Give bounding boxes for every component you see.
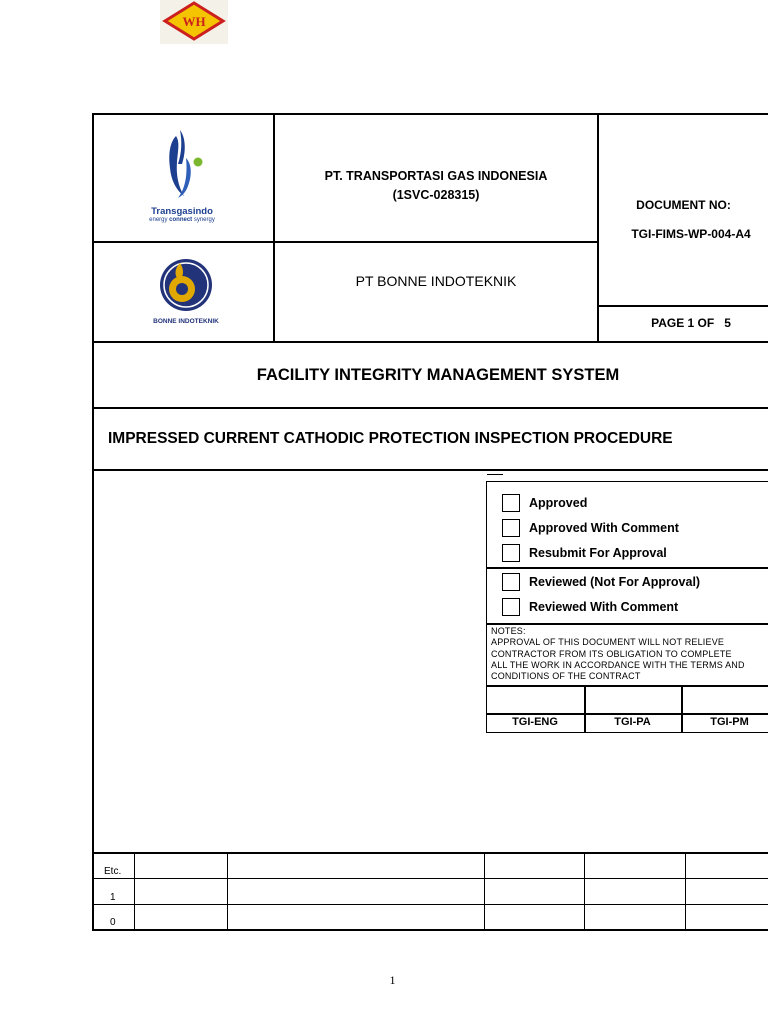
bonne-logo (150, 257, 222, 327)
option-approved-with-comment[interactable] (502, 518, 679, 538)
frame-left (92, 113, 94, 931)
signatory-tgi-pm: TGI-PM (710, 716, 749, 728)
resubmit-checkbox[interactable] (502, 544, 520, 562)
resubmit-label: Resubmit For Approval (529, 546, 667, 560)
approved-checkbox[interactable] (502, 494, 520, 512)
notes-line: APPROVAL OF THIS DOCUMENT WILL NOT RELIEVE (491, 637, 725, 648)
document-no: TGI-FIMS-WP-004-A4 (631, 227, 751, 241)
signatory-tgi-eng: TGI-ENG (512, 716, 558, 728)
frame-top (92, 113, 768, 115)
approved-with-comment-checkbox[interactable] (502, 519, 520, 537)
reviewed-not-for-approval-checkbox[interactable] (502, 573, 520, 591)
document-title: IMPRESSED CURRENT CATHODIC PROTECTION INSPECTION PROCEDURE (108, 430, 673, 447)
header-bottom (92, 341, 768, 343)
approval-divider-2 (486, 623, 768, 625)
option-approved[interactable] (502, 493, 587, 513)
approval-divider-1 (486, 567, 768, 569)
approved-label: Approved (529, 496, 588, 510)
wh-logo-text: WH (182, 14, 206, 29)
revision-col-line (227, 853, 228, 930)
revision-col-line (584, 853, 585, 930)
page-number: 1 (389, 973, 396, 987)
approval-notes (491, 626, 745, 682)
approved-with-comment-label: Approved With Comment (529, 521, 679, 535)
option-reviewed-not-for-approval[interactable] (502, 572, 700, 592)
doc-title-bottom (92, 469, 768, 471)
company-code: (1SVC-028315) (392, 188, 480, 202)
revision-table-top (92, 852, 768, 854)
notes-line: ALL THE WORK IN ACCORDANCE WITH THE TERMS AND (491, 659, 745, 670)
system-title-bottom (92, 407, 768, 409)
notes-heading: NOTES: (491, 626, 526, 636)
header-divider-1 (273, 113, 275, 342)
reviewed-with-comment-checkbox[interactable] (502, 598, 520, 616)
revision-col-line (134, 853, 135, 930)
revision-col-line (484, 853, 485, 930)
transgasindo-logo (140, 128, 224, 226)
wh-logo (160, 0, 228, 44)
notes-line: CONTRACTOR FROM ITS OBLIGATION TO COMPLETE (491, 648, 732, 659)
approval-divider-4 (486, 713, 768, 715)
notes-line: CONDITIONS OF THE CONTRACT (491, 671, 641, 682)
revision-row-etc: Etc. (104, 866, 122, 877)
document-no-label: DOCUMENT NO: (636, 198, 731, 212)
signatory-tgi-pa: TGI-PA (614, 716, 651, 728)
reviewed-with-comment-label: Reviewed With Comment (529, 600, 679, 614)
reviewed-not-for-approval-label: Reviewed (Not For Approval) (529, 575, 701, 589)
company-name: PT. TRANSPORTASI GAS INDONESIA (324, 169, 548, 183)
revision-row-1: 1 (110, 892, 116, 903)
approval-divider-3 (486, 685, 768, 687)
transgasindo-name: Transgasindo (151, 206, 213, 217)
contractor-name: PT BONNE INDOTEKNIK (355, 273, 517, 289)
page-indicator: PAGE 1 OF 5 (651, 316, 731, 330)
revision-col-line (685, 853, 686, 930)
header-hline-right (597, 305, 768, 307)
revision-row-line (92, 878, 768, 879)
revision-table-bottom (92, 929, 768, 931)
system-title: FACILITY INTEGRITY MANAGEMENT SYSTEM (256, 366, 620, 384)
bonne-logo-name: BONNE INDOTEKNIK (153, 318, 219, 325)
option-reviewed-with-comment[interactable] (502, 597, 678, 617)
revision-row-line (92, 904, 768, 905)
short-mark (487, 474, 503, 475)
revision-row-0: 0 (110, 917, 116, 928)
transgasindo-tagline: energy connect synergy (149, 217, 215, 223)
header-hline-left (92, 241, 599, 243)
option-resubmit[interactable] (502, 543, 667, 563)
